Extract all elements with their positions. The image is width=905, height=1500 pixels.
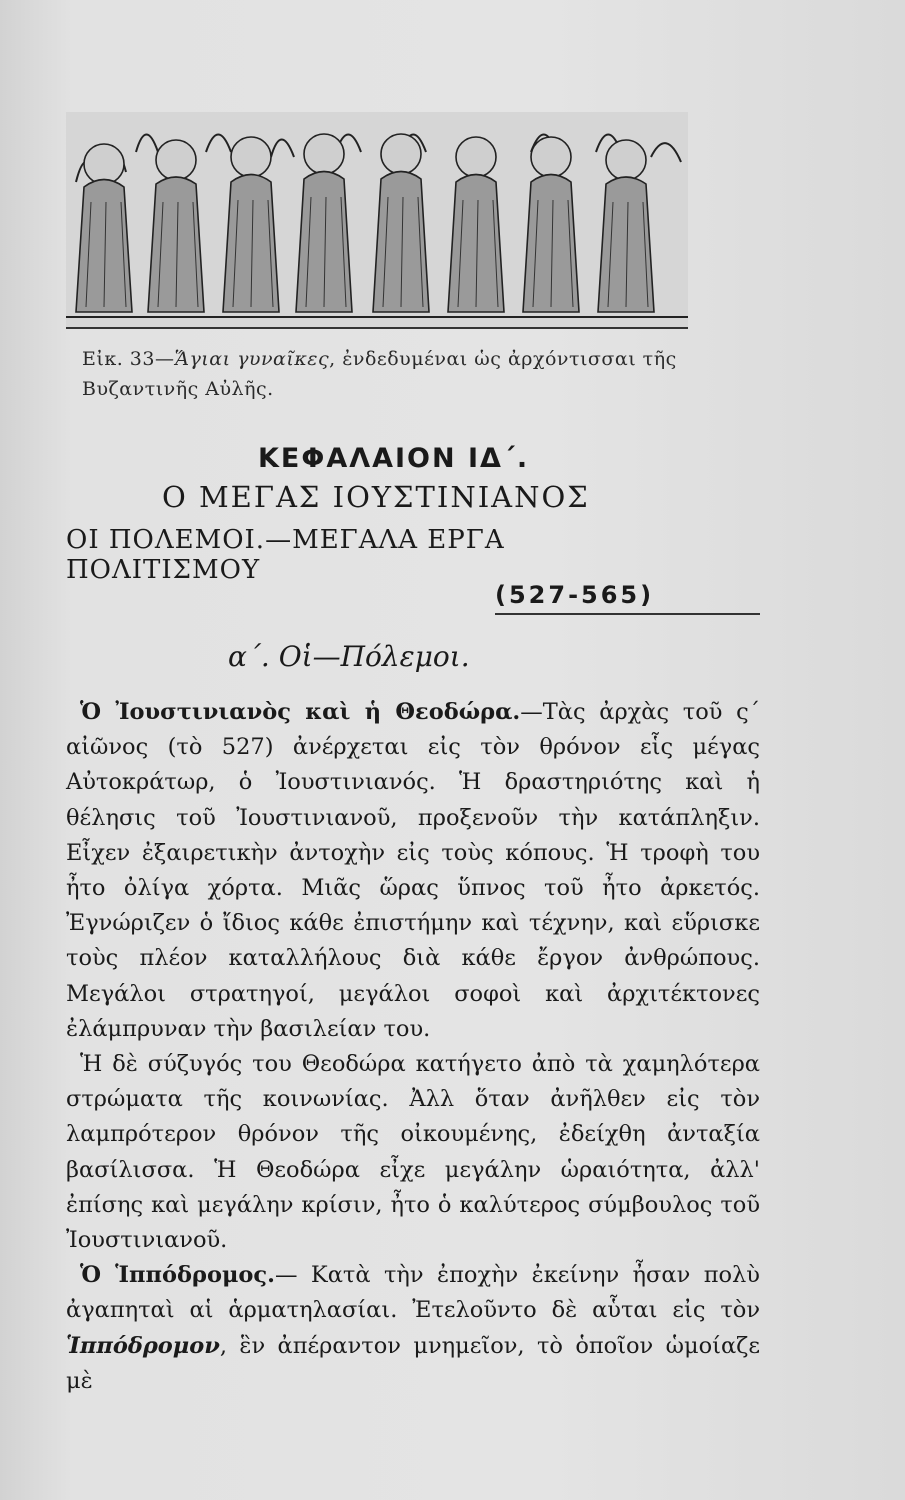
- paragraph: [66, 695, 760, 1047]
- chapter-label: ΚΕΦΑΛΑΙΟΝ ΙΔ΄.: [258, 443, 530, 474]
- figure-caption: [82, 344, 702, 404]
- run-in-heading: Ὁ Ἱππόδρομος.: [80, 1262, 275, 1289]
- mosaic-illustration: [66, 112, 688, 329]
- paragraph: [66, 1258, 760, 1399]
- italic-term: Ἱππόδρομον: [66, 1332, 220, 1359]
- paragraph-text: Ἡ δὲ σύζυγός του Θεοδώρα κατήγετο ἀπὸ τὰ χαμηλότερα στρώματα τῆς κοινωνίας. Ἀλλ ὅταν ἀνῆλθεν εἰς τὸν λαμπρότερον θρόνον τῆς οἰκουμένης, ἐδείχθη ἀνταξία βασίλισσα. Ἡ Θεοδώρα εἶχε μεγάλην ὡραιότητα, ἀλλ' ἐπίσης καὶ μεγάλην κρίσιν, ἦτο ὁ καλύτερος σύμβουλος τοῦ Ἰουστινιανοῦ.: [66, 1051, 760, 1254]
- caption-text: , ἐνδεδυμέναι ὡς ἀρχόντισσαι τῆς Βυζαντινῆς Αὐλῆς.: [82, 348, 677, 400]
- chapter-years: (527-565): [495, 581, 760, 615]
- run-in-heading: Ὁ Ἰουστινιανὸς καὶ ἡ Θεοδώρα.: [80, 699, 521, 725]
- chapter-title: Ο ΜΕΓΑΣ ΙΟΥΣΤΙΝΙΑΝΟΣ: [162, 480, 590, 514]
- body-text: [66, 695, 760, 1399]
- caption-title: Ἅγιαι γυναῖκες: [174, 348, 330, 370]
- paragraph-text: — Κατὰ τὴν ἐποχὴν ἐκείνην ἦσαν πολὺ ἀγαπηταὶ αἱ ἁρματηλασίαι. Ἐτελοῦντο δὲ αὗται εἰς τὸν: [66, 1262, 760, 1324]
- paragraph-text-after: , ἓν ἀπέραντον μνημεῖον, τὸ ὁποῖον ὡμοίαζε μὲ: [66, 1332, 760, 1394]
- byzantine-procession-illustration-icon: [66, 112, 688, 327]
- paragraph-text: —Τὰς ἀρχὰς τοῦ ς΄ αἰῶνος (τὸ 527) ἀνέρχεται εἰς τὸν θρόνον εἷς μέγας Αὐτοκράτωρ, ὁ Ἰουστινιανός. Ἡ δραστηριότης καὶ ἡ θέλησις τοῦ Ἰουστινιανοῦ, προξενοῦν τὴν κατάπληξιν. Εἶχεν ἐξαιρετικὴν ἀντοχὴν εἰς τοὺς κόπους. Ἡ τροφὴ του ἦτο ὀλίγα χόρτα. Μιᾶς ὥρας ὕπνος τοῦ ἦτο ἀρκετός. Ἐγνώριζεν ὁ ἴδιος κάθε ἐπιστήμην καὶ τέχνην, καὶ εὕρισκε τοὺς πλέον καταλλήλους διὰ κάθε ἔργον ἀνθρώπους. Μεγάλοι στρατηγοί, μεγάλοι σοφοὶ καὶ ἀρχιτέκτονες ἐλάμπρυναν τὴν βασιλείαν του.: [66, 699, 760, 1042]
- paragraph: [66, 1047, 760, 1258]
- section-heading: α΄. Οἱ—Πόλεμοι.: [228, 640, 470, 673]
- caption-label: Εἰκ. 33—: [82, 348, 175, 370]
- chapter-subtitle: ΟΙ ΠΟΛΕΜΟΙ.—ΜΕΓΑΛΑ ΕΡΓΑ ΠΟΛΙΤΙΣΜΟΥ: [66, 525, 505, 585]
